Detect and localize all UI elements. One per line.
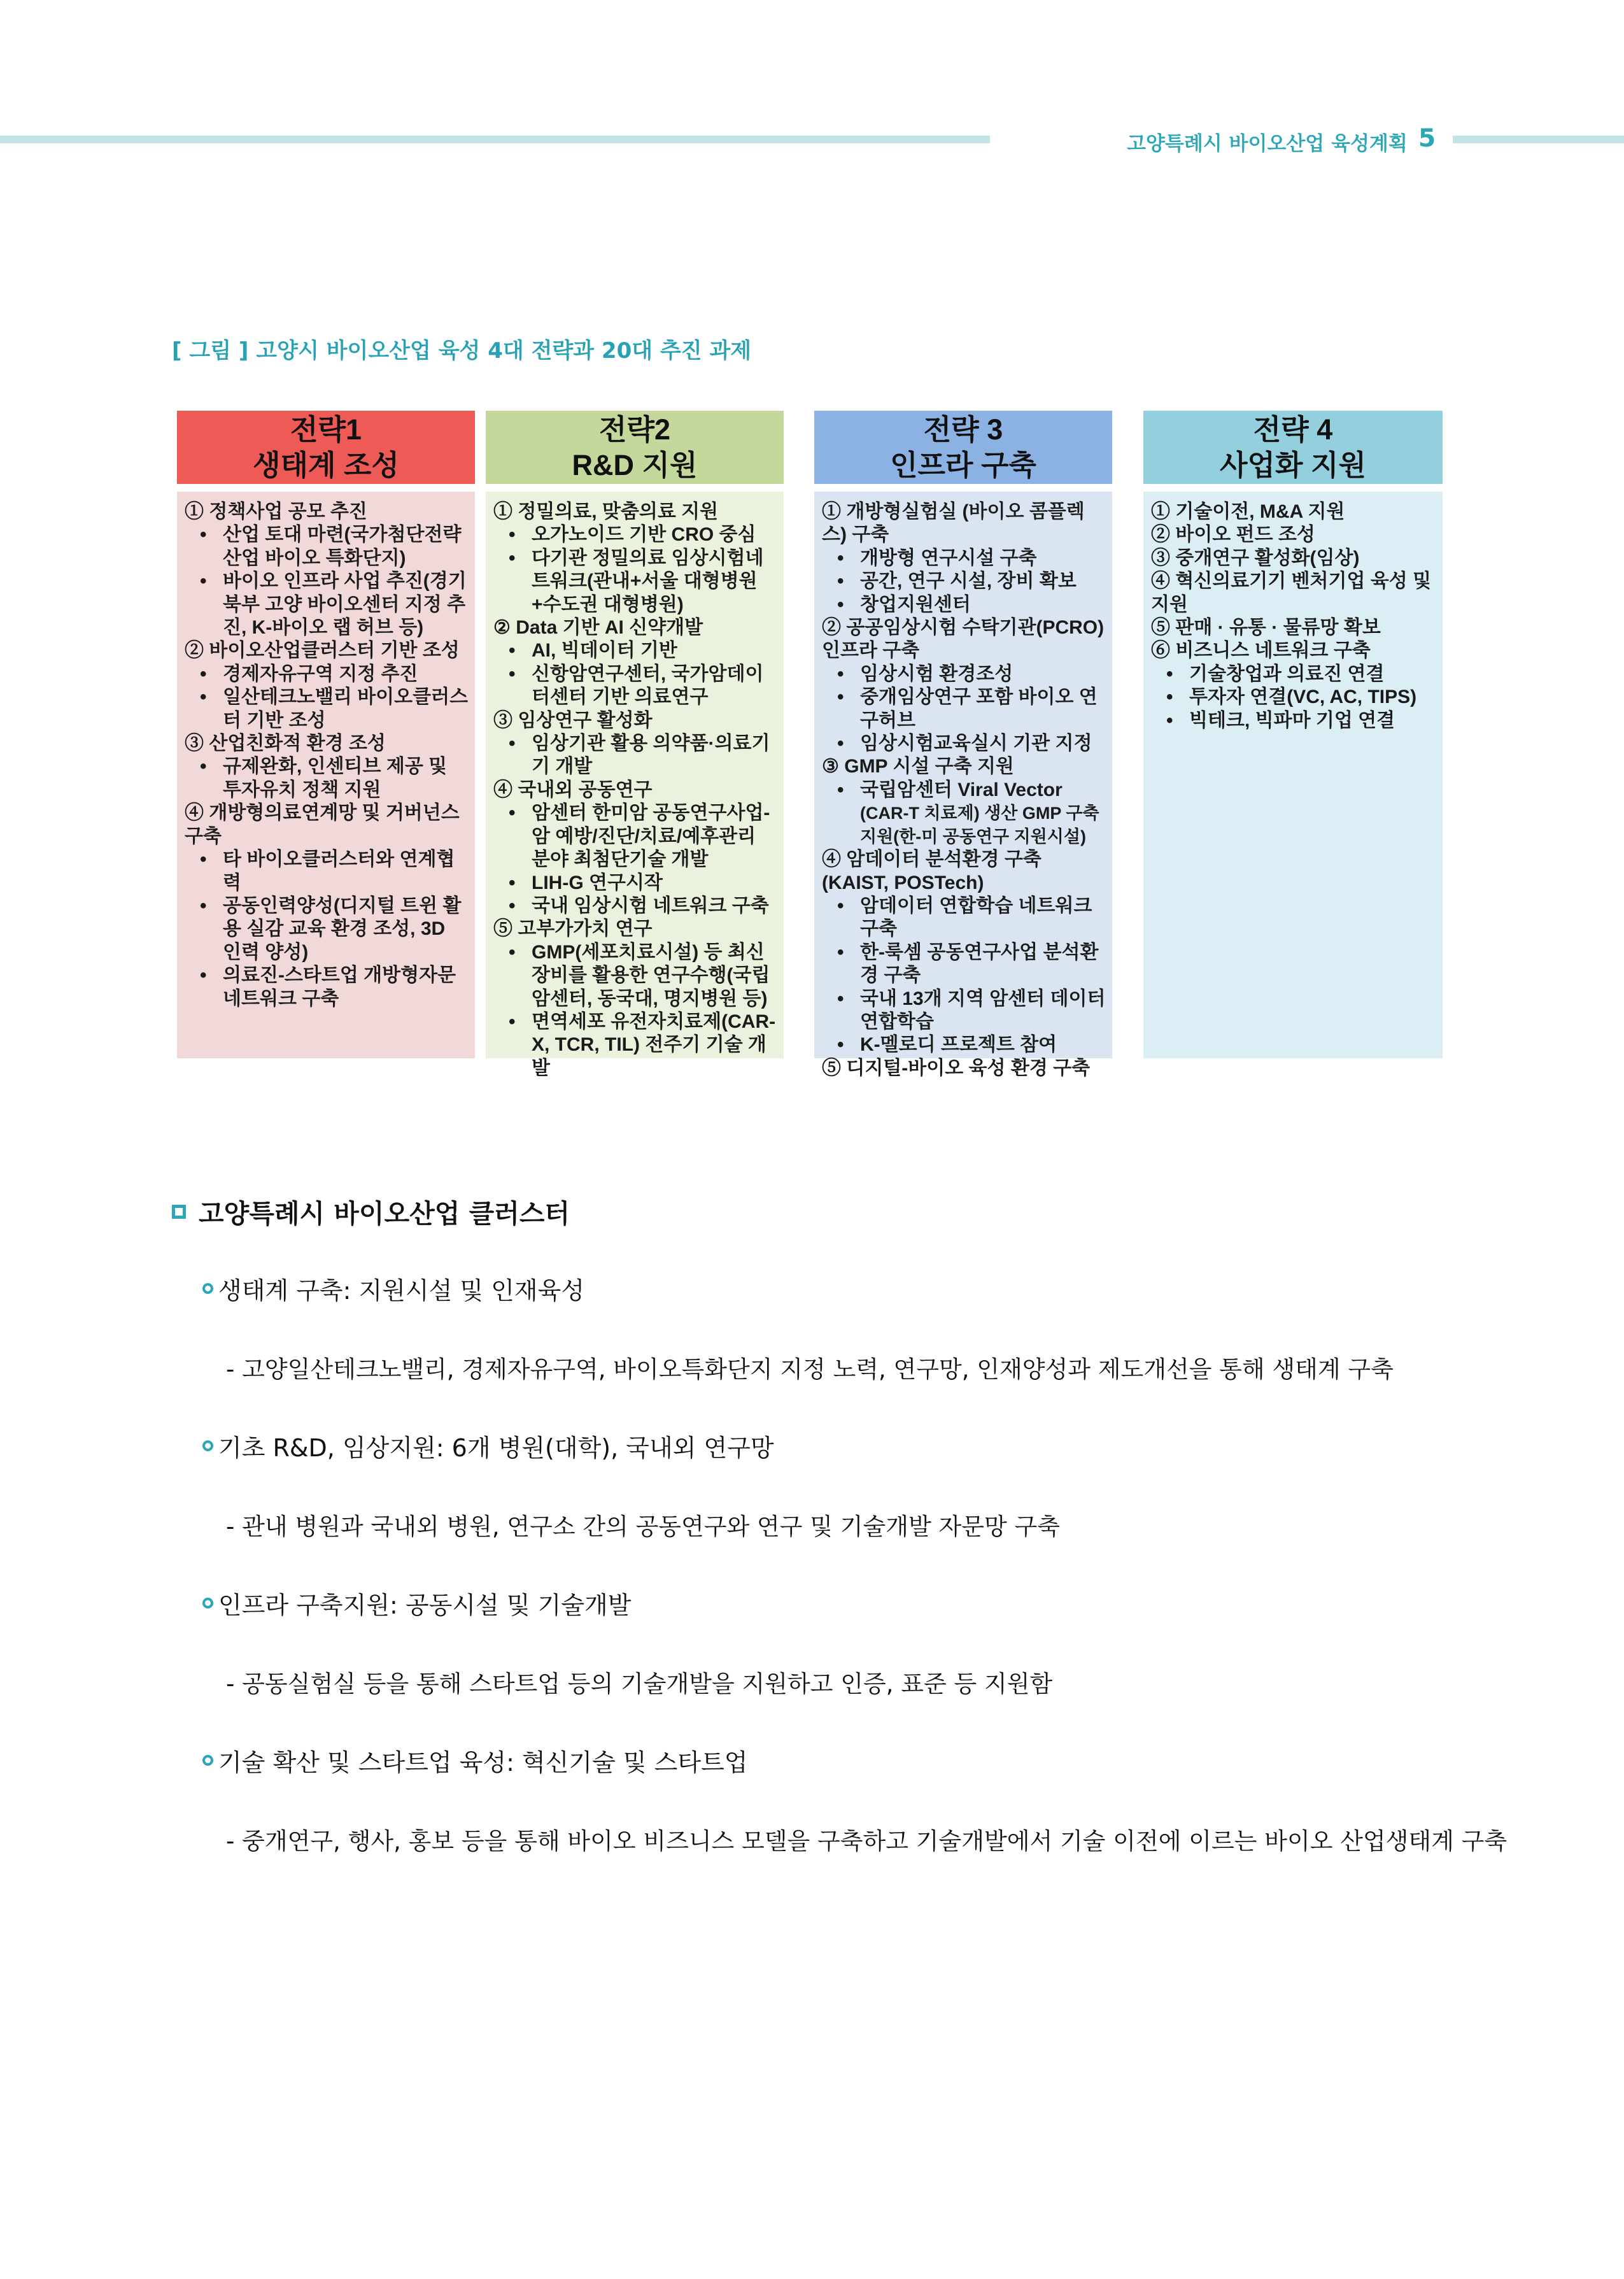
subtask-item: • 암센터 한미암 공동연구사업-암 예방/진단/치료/예후관리 분야 최첨단기술 개발 [493,802,777,871]
subtask-item: • 바이오 인프라 사업 추진(경기 북부 고양 바이오센터 지정 추진, K-바이오 랩 허브 등) [185,570,469,639]
subtask-item: • 한-룩셈 공동연구사업 분석환경 구축 [822,941,1106,988]
task-item: ① 정책사업 공모 추진 [185,501,367,522]
section-bullet [202,1428,774,1463]
section-bullet [202,1271,584,1306]
strategy-header-1 [177,411,475,484]
subtask-item: • 빅테크, 빅파마 기업 연결 [1151,709,1436,732]
circle-bullet-icon [202,1755,213,1766]
strategy-column-1 [177,411,475,1058]
bullet-heading: 생태계 구축: 지원시설 및 인재육성 [218,1277,585,1305]
square-bullet-icon [172,1205,186,1219]
subtask-item: • GMP(세포치료시설) 등 최신장비를 활용한 연구수행(국립암센터, 동국대, 명지병원 등) [493,941,777,1011]
subtask-item: • 국립암센터 Viral Vector [822,779,1106,802]
task-item: ① 기술이전, M&A 지원 [1151,501,1345,522]
section-bullet [202,1743,748,1778]
strategy-header-2 [486,411,784,484]
subtask-item: • LIH-G 연구시작 [493,872,777,895]
subtask-item: • 국내 임상시험 네트워크 구축 [493,895,777,918]
task-item: ⑤ 디지털-바이오 육성 환경 구축 [822,1057,1091,1079]
bullet-detail: - 고양일산테크노밸리, 경제자유구역, 바이오특화단지 지정 노력, 연구망, 인재양성과 제도개선을 통해 생태계 구축 [226,1356,1394,1383]
bullet-heading: 기초 R&D, 임상지원: 6개 병원(대학), 국내외 연구망 [218,1434,774,1462]
strategy-header-3 [814,411,1112,484]
section-title: 고양특례시 바이오산업 클러스터 [199,1198,570,1229]
strategy-header-4 [1143,411,1443,484]
task-item: ② 공공임상시험 수탁기관(PCRO) 인프라 구축 [822,617,1105,662]
strategy-tasks-1 [177,492,475,1058]
bullet-heading: 기술 확산 및 스타트업 육성: 혁신기술 및 스타트업 [218,1749,748,1777]
header-title: 고양특례시 바이오산업 육성계획 [1127,132,1408,155]
circle-bullet-icon [202,1283,213,1294]
header-rule-right [1453,136,1624,143]
bullet-detail: - 관내 병원과 국내외 병원, 연구소 간의 공동연구와 연구 및 기술개발 자문망 구축 [226,1513,1060,1540]
task-item: ③ 중개연구 활성화(임상) [1151,547,1360,569]
subtask-item: • 면역세포 유전자치료제(CAR-X, TCR, TIL) 전주기 기술 개발 [493,1011,777,1080]
strategy-number: 전략1 [290,413,362,446]
strategy-number: 전략 4 [1253,413,1333,446]
strategy-name: 생태계 조성 [253,448,399,481]
task-item: ② 바이오산업클러스터 기반 조성 [185,640,460,662]
subtask-item: • 암데이터 연합학습 네트워크 구축 [822,895,1106,941]
strategy-number: 전략 3 [923,413,1003,446]
strategy-number: 전략2 [599,413,670,446]
task-item: ⑤ 판매 · 유통 · 물류망 확보 [1151,617,1381,639]
strategy-tasks-4 [1143,492,1443,1058]
subtask-item: • 다기관 정밀의료 임상시험네트워크(관내+서울 대형병원+수도권 대형병원) [493,547,777,616]
strategy-name: R&D 지원 [572,448,698,481]
task-item: ① 개방형실험실 (바이오 콤플렉스) 구축 [822,501,1085,546]
subtask-item: • 일산테크노밸리 바이오클러스터 기반 조성 [185,686,469,732]
strategy-tasks-2 [486,492,784,1079]
subtask-item: • 기술창업과 의료진 연결 [1151,663,1436,686]
subtask-item: • 임상시험교육실시 기관 지정 [822,732,1106,755]
subtask-item: • 공간, 연구 시설, 장비 확보 [822,570,1106,593]
task-item: ④ 국내외 공동연구 [493,779,653,800]
subtask-item: • 의료진-스타트업 개방형자문 네트워크 구축 [185,964,469,1011]
subtask-item: • 투자자 연결(VC, AC, TIPS) [1151,686,1436,709]
subtask-item: (CAR-T 치료제) 생산 GMP 구축 지원(한-미 공동연구 지원시설) [860,804,1099,846]
task-item: ④ 개방형의료연계망 및 거버넌스 구축 [185,802,460,847]
circle-bullet-icon [202,1598,213,1608]
task-item: ③ GMP 시설 구축 지원 [822,756,1014,777]
header-rule-left [0,136,990,143]
subtask-item: • AI, 빅데이터 기반 [493,639,777,662]
task-item: ④ 혁신의료기기 벤처기업 육성 및 지원 [1151,571,1432,615]
subtask-item: • 경제자유구역 지정 추진 [185,663,469,686]
subtask-item: • 산업 토대 마련(국가첨단전략 산업 바이오 특화단지) [185,523,469,570]
subtask-item: • 중개임상연구 포함 바이오 연구허브 [822,686,1106,732]
strategy-tasks-3 [814,492,1112,1079]
subtask-item: • K-멜로디 프로젝트 참여 [822,1033,1106,1056]
task-item: ① 정밀의료, 맞춤의료 지원 [493,501,719,522]
task-item: ③ 임상연구 활성화 [493,709,653,731]
task-item: ② 바이오 펀드 조성 [1151,524,1315,546]
section-heading [172,1193,570,1230]
task-item: ④ 암데이터 분석환경 구축(KAIST, POSTech) [822,849,1041,893]
task-item: ② Data 기반 AI 신약개발 [493,617,703,639]
subtask-item: • 신항암연구센터, 국가암데이터센터 기반 의료연구 [493,663,777,709]
strategy-column-3 [814,411,1112,1079]
subtask-item: • 공동인력양성(디지털 트윈 활용 실감 교육 환경 조성, 3D 인력 양성) [185,895,469,964]
subtask-item: • 오가노이드 기반 CRO 중심 [493,523,777,546]
strategy-column-4 [1143,411,1443,1058]
task-item: ⑤ 고부가가치 연구 [493,918,653,940]
subtask-item: • 창업지원센터 [822,593,1106,616]
task-item: ⑥ 비즈니스 네트워크 구축 [1151,640,1371,662]
strategy-name: 사업화 지원 [1220,448,1366,481]
subtask-item: • 개방형 연구시설 구축 [822,547,1106,570]
strategy-name: 인프라 구축 [890,448,1036,481]
subtask-item: • 국내 13개 지역 암센터 데이터 연합학습 [822,988,1106,1034]
subtask-item: • 타 바이오클러스터와 연계협력 [185,848,469,895]
subtask-item: • 임상기관 활용 의약품·의료기기 개발 [493,732,777,779]
page-number: 5 [1418,124,1436,153]
figure-caption: [ 그림 ] 고양시 바이오산업 육성 4대 전략과 20대 추진 과제 [172,338,752,364]
strategy-column-2 [486,411,784,1079]
section-bullet [202,1586,631,1621]
subtask-item: • 규제완화, 인센티브 제공 및 투자유치 정책 지원 [185,755,469,802]
circle-bullet-icon [202,1440,213,1451]
bullet-detail: - 중개연구, 행사, 홍보 등을 통해 바이오 비즈니스 모델을 구축하고 기술개발에서 기술 이전에 이르는 바이오 산업생태계 구축 [226,1828,1507,1855]
bullet-detail: - 공동실험실 등을 통해 스타트업 등의 기술개발을 지원하고 인증, 표준 등 지원함 [226,1670,1053,1698]
task-item: ③ 산업친화적 환경 조성 [185,733,386,755]
subtask-item: • 임상시험 환경조성 [822,663,1106,686]
bullet-heading: 인프라 구축지원: 공동시설 및 기술개발 [218,1591,632,1619]
